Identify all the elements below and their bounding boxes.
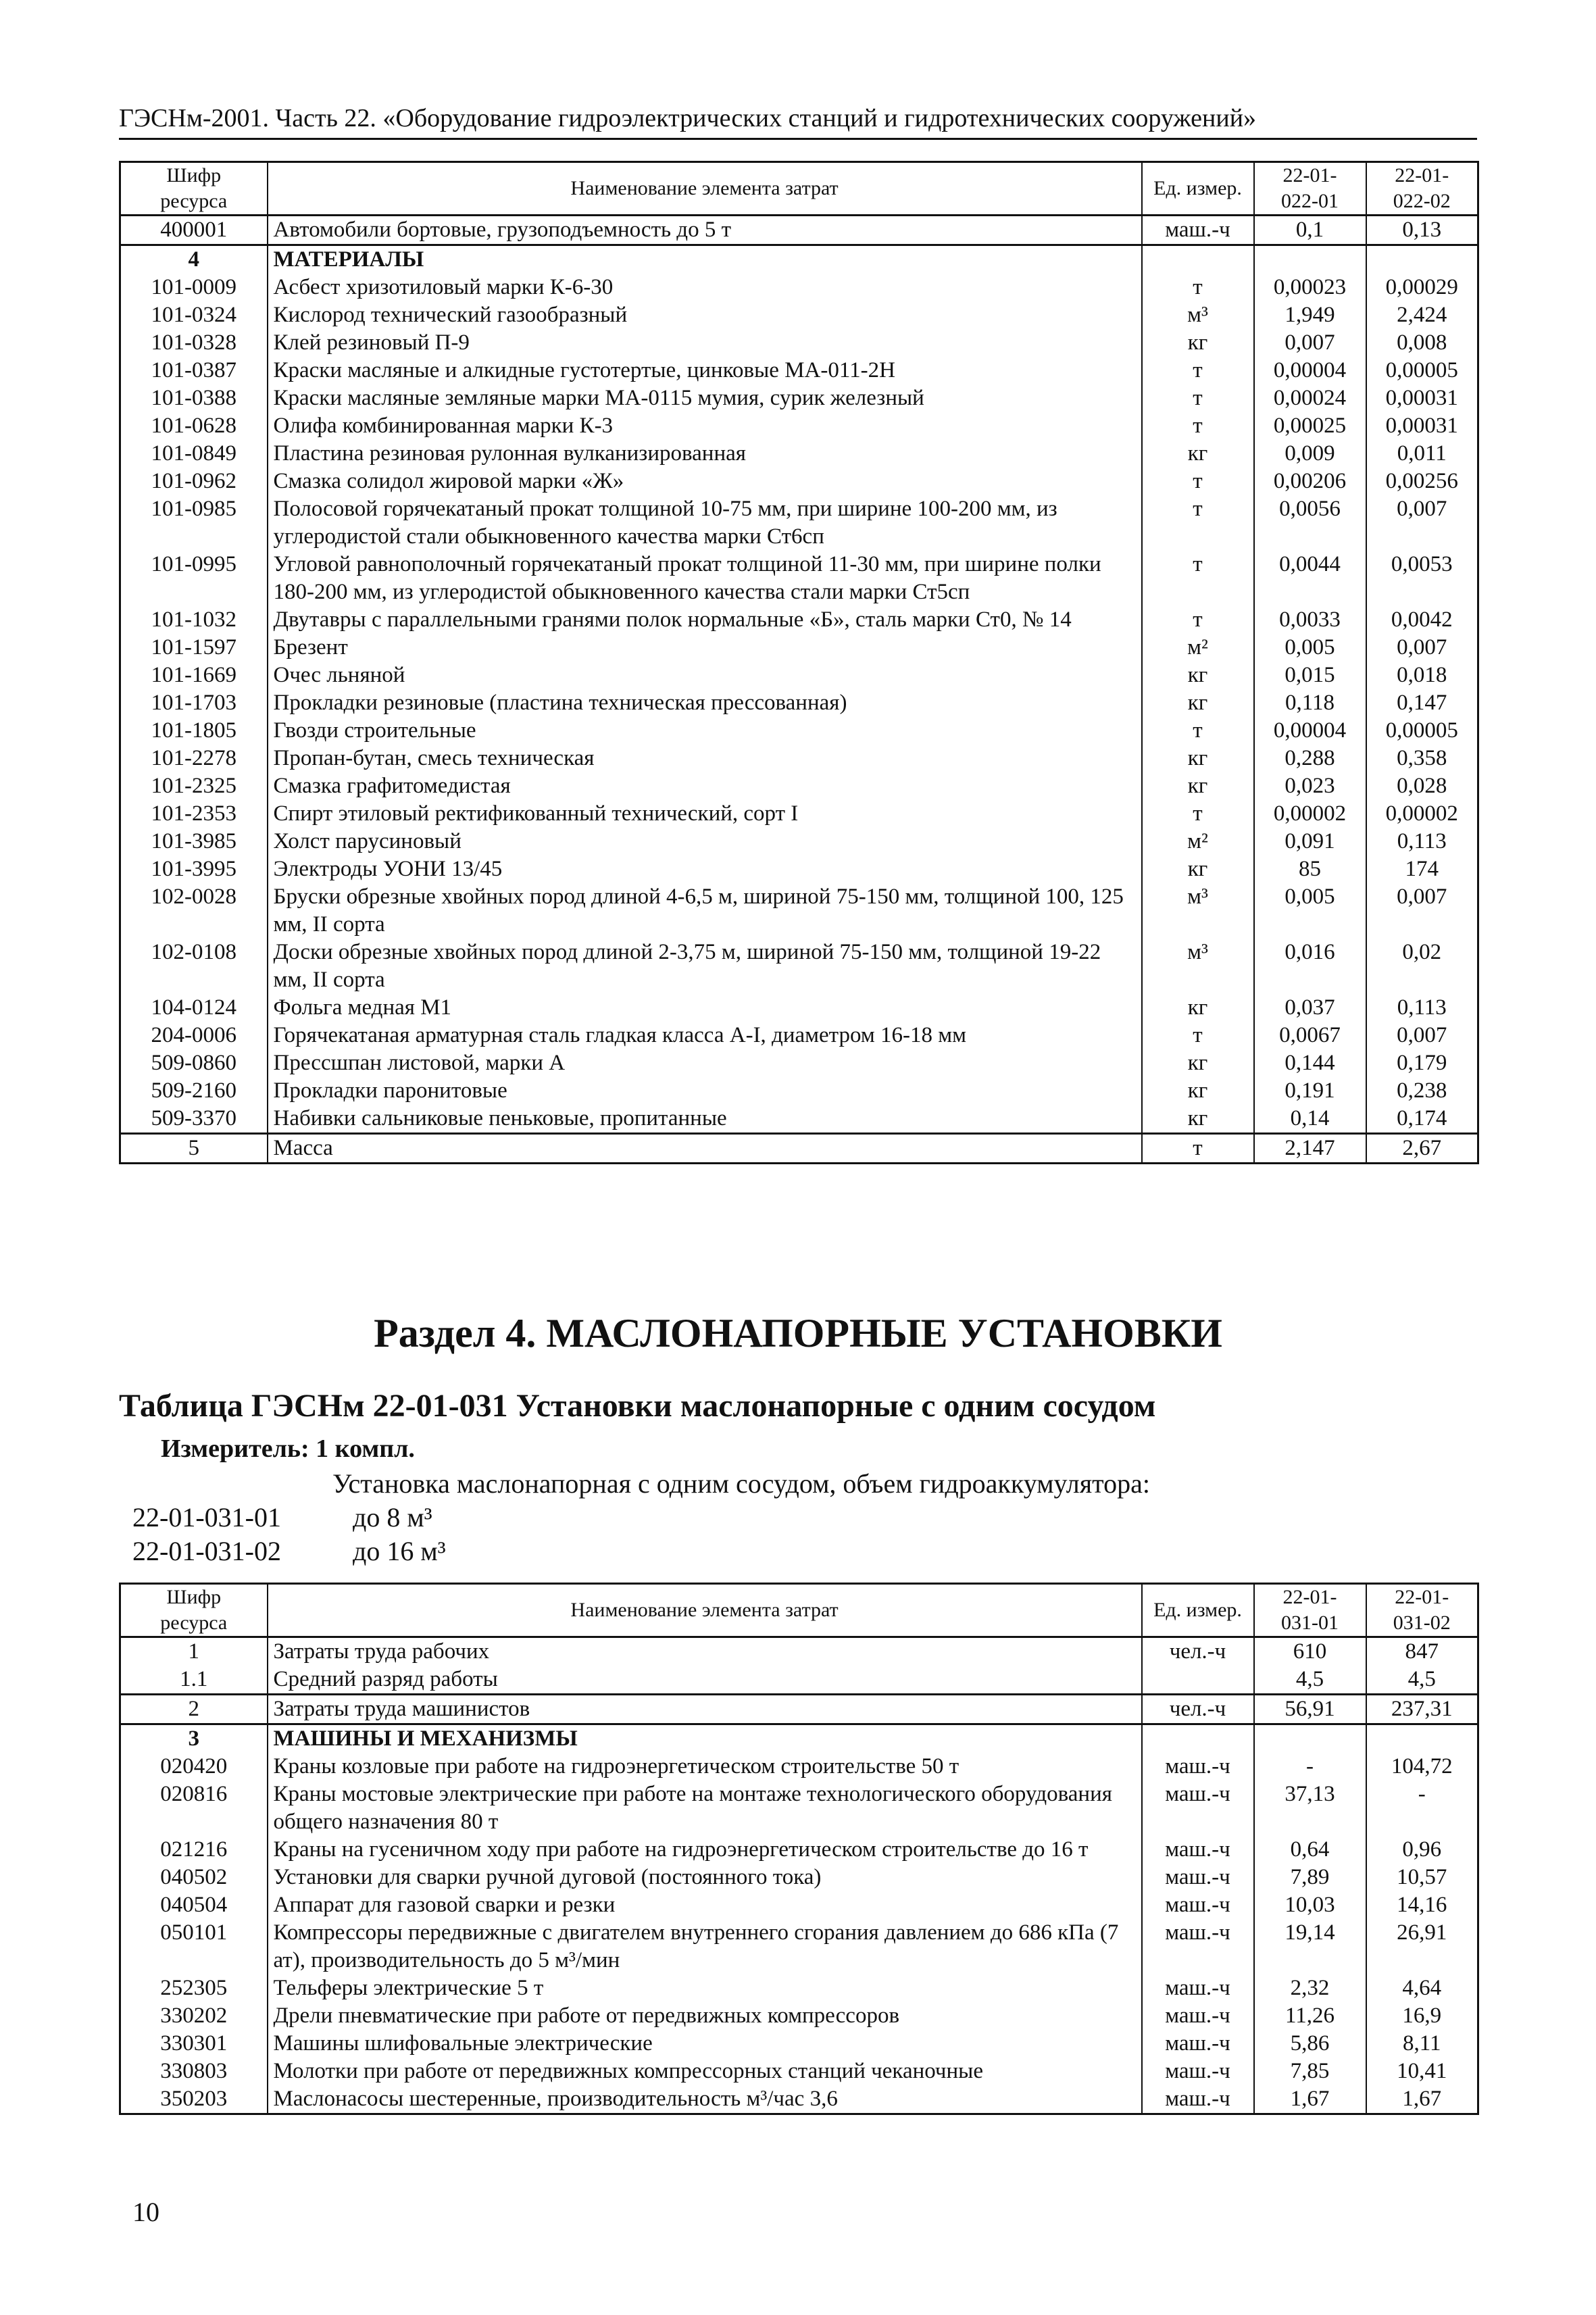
cell-value-2: -	[1366, 1781, 1478, 1836]
cell-value-1: 56,91	[1254, 1695, 1366, 1724]
cell-unit: чел.-ч	[1142, 1637, 1254, 1666]
cell-name: Тельферы электрические 5 т	[268, 1974, 1142, 2002]
cell-code: 101-1032	[120, 606, 268, 634]
cell-value-2: 0,113	[1366, 994, 1478, 1022]
cell-unit: т	[1142, 717, 1254, 745]
cell-code: 101-0849	[120, 440, 268, 468]
cell-unit: т	[1142, 495, 1254, 551]
cell-unit: маш.-ч	[1142, 2085, 1254, 2114]
cell-code: 050101	[120, 1919, 268, 1974]
cell-name: Полосовой горячекатаный прокат толщиной 10-75 мм, при ширине 100-200 мм, из углеродистой стали обыкновенного качества марки Ст6сп	[268, 495, 1142, 551]
table-row	[120, 495, 1478, 551]
table-row	[120, 245, 1478, 274]
cell-value-1: 37,13	[1254, 1781, 1366, 1836]
cell-value-1: 0,00004	[1254, 357, 1366, 384]
table-row	[120, 1695, 1478, 1724]
table-row	[120, 2030, 1478, 2058]
cell-code: 4	[120, 245, 268, 274]
table-row	[120, 2085, 1478, 2114]
table-row	[120, 468, 1478, 495]
cell-unit: кг	[1142, 440, 1254, 468]
cell-value-1: 0,016	[1254, 939, 1366, 994]
cell-code: 101-2278	[120, 745, 268, 772]
cell-value-2: 847	[1366, 1637, 1478, 1666]
column-header-variant-1: 22-01- 031-01	[1254, 1584, 1366, 1637]
cell-code: 101-0387	[120, 357, 268, 384]
cell-value-1: 0,0067	[1254, 1022, 1366, 1049]
cell-code: 101-0328	[120, 329, 268, 357]
cell-value-2: 0,007	[1366, 495, 1478, 551]
table-row	[120, 1134, 1478, 1164]
column-header-variant-2: 22-01- 022-02	[1366, 162, 1478, 216]
cell-value-1: 0,118	[1254, 689, 1366, 717]
cell-value-1: 7,85	[1254, 2058, 1366, 2085]
cell-unit: т	[1142, 1134, 1254, 1164]
cell-unit: маш.-ч	[1142, 1864, 1254, 1891]
table-row	[120, 412, 1478, 440]
cell-name: МАТЕРИАЛЫ	[268, 245, 1142, 274]
cell-value-2: 14,16	[1366, 1891, 1478, 1919]
table-body	[120, 1637, 1478, 2114]
cell-value-2: 0,018	[1366, 662, 1478, 689]
cell-unit: т	[1142, 800, 1254, 828]
cell-value-1: 0,023	[1254, 772, 1366, 800]
cell-value-1: 0,00004	[1254, 717, 1366, 745]
cell-name: Краны на гусеничном ходу при работе на гидроэнергетическом строительстве до 16 т	[268, 1836, 1142, 1864]
cell-name: Прокладки резиновые (пластина техническая прессованная)	[268, 689, 1142, 717]
cell-name: Смазка солидол жировой марки «Ж»	[268, 468, 1142, 495]
cell-unit: м³	[1142, 883, 1254, 939]
table-row	[120, 1753, 1478, 1781]
cell-unit: т	[1142, 551, 1254, 606]
cell-value-1: 0,00206	[1254, 468, 1366, 495]
cell-value-2: 2,67	[1366, 1134, 1478, 1164]
cell-name: Прокладки паронитовые	[268, 1077, 1142, 1105]
cell-value-1: 85	[1254, 855, 1366, 883]
cell-name: Автомобили бортовые, грузоподъемность до 5 т	[268, 216, 1142, 245]
cell-code: 330301	[120, 2030, 268, 2058]
cell-unit: т	[1142, 1022, 1254, 1049]
table-header-row	[120, 1584, 1478, 1637]
page-number: 10	[132, 2197, 159, 2227]
cell-code: 101-3985	[120, 828, 268, 855]
table-row	[120, 329, 1478, 357]
cell-code: 1	[120, 1637, 268, 1666]
table-title: Таблица ГЭСНм 22-01-031 Установки маслонапорные с одним сосудом	[119, 1388, 1156, 1424]
cell-value-2: 10,41	[1366, 2058, 1478, 2085]
cell-unit: маш.-ч	[1142, 1919, 1254, 1974]
cell-value-1: 2,147	[1254, 1134, 1366, 1164]
cell-value-2: 0,02	[1366, 939, 1478, 994]
cell-value-2	[1366, 1724, 1478, 1753]
cell-value-2: 0,00031	[1366, 384, 1478, 412]
table-row	[120, 357, 1478, 384]
cell-value-2: 0,007	[1366, 883, 1478, 939]
cell-value-1: 0,0044	[1254, 551, 1366, 606]
cell-unit: маш.-ч	[1142, 1781, 1254, 1836]
cell-value-2: 104,72	[1366, 1753, 1478, 1781]
cell-value-1: 0,288	[1254, 745, 1366, 772]
table-row	[120, 301, 1478, 329]
table-body	[120, 216, 1478, 1164]
cell-value-1: 0,00025	[1254, 412, 1366, 440]
column-header-name: Наименование элемента затрат	[268, 1584, 1142, 1637]
cell-value-2: 0,00029	[1366, 274, 1478, 301]
cell-value-2: 237,31	[1366, 1695, 1478, 1724]
cell-value-1: 1,949	[1254, 301, 1366, 329]
column-header-unit: Ед. измер.	[1142, 1584, 1254, 1637]
cell-value-1: 0,14	[1254, 1105, 1366, 1134]
cell-unit: кг	[1142, 689, 1254, 717]
cell-code: 101-3995	[120, 855, 268, 883]
cell-value-1: 0,091	[1254, 828, 1366, 855]
cell-unit: маш.-ч	[1142, 1891, 1254, 1919]
table-row	[120, 634, 1478, 662]
cell-code: 101-0388	[120, 384, 268, 412]
cell-code: 101-2353	[120, 800, 268, 828]
cell-code: 020816	[120, 1781, 268, 1836]
table-row	[120, 717, 1478, 745]
cell-unit: маш.-ч	[1142, 1836, 1254, 1864]
cell-code: 101-1597	[120, 634, 268, 662]
cell-unit: кг	[1142, 662, 1254, 689]
cell-name: Дрели пневматические при работе от передвижных компрессоров	[268, 2002, 1142, 2030]
cell-name: Затраты труда машинистов	[268, 1695, 1142, 1724]
cell-name: Маслонасосы шестеренные, производительность м³/час 3,6	[268, 2085, 1142, 2114]
cell-code: 400001	[120, 216, 268, 245]
cell-name: Двутавры с параллельными гранями полок нормальные «Б», сталь марки Ст0, № 14	[268, 606, 1142, 634]
cell-name: Угловой равнополочный горячекатаный прокат толщиной 11-30 мм, при ширине полки 180-200 мм, из углеродистой обыкновенного качества стали марки Ст5сп	[268, 551, 1142, 606]
cell-unit: т	[1142, 606, 1254, 634]
cell-name: Краски масляные земляные марки МА-0115 мумия, сурик железный	[268, 384, 1142, 412]
cell-unit	[1142, 1724, 1254, 1753]
cell-value-1: -	[1254, 1753, 1366, 1781]
table-row	[120, 1864, 1478, 1891]
cell-code: 509-0860	[120, 1049, 268, 1077]
cell-value-1: 19,14	[1254, 1919, 1366, 1974]
cell-name: Очес льняной	[268, 662, 1142, 689]
cell-value-2: 0,358	[1366, 745, 1478, 772]
cell-value-2: 0,13	[1366, 216, 1478, 245]
cell-value-1: 0,00002	[1254, 800, 1366, 828]
cell-value-1: 2,32	[1254, 1974, 1366, 2002]
table-row	[120, 1077, 1478, 1105]
cell-name: Краны козловые при работе на гидроэнергетическом строительстве 50 т	[268, 1753, 1142, 1781]
table-row	[120, 1666, 1478, 1695]
cell-value-2: 0,00002	[1366, 800, 1478, 828]
cell-value-2: 4,64	[1366, 1974, 1478, 2002]
cell-code: 330803	[120, 2058, 268, 2085]
cell-value-2: 0,147	[1366, 689, 1478, 717]
table-row	[120, 689, 1478, 717]
column-header-unit: Ед. измер.	[1142, 162, 1254, 216]
variant-label: до 16 м³	[353, 1536, 446, 1566]
cell-unit: кг	[1142, 772, 1254, 800]
cell-name: Средний разряд работы	[268, 1666, 1142, 1695]
cell-name: Фольга медная М1	[268, 994, 1142, 1022]
cell-unit: т	[1142, 357, 1254, 384]
cell-value-1: 7,89	[1254, 1864, 1366, 1891]
cell-value-1: 5,86	[1254, 2030, 1366, 2058]
table-row	[120, 1781, 1478, 1836]
table-row	[120, 1105, 1478, 1134]
cell-name: Доски обрезные хвойных пород длиной 2-3,75 м, шириной 75-150 мм, толщиной 19-22 мм, II сорта	[268, 939, 1142, 994]
table-row	[120, 2058, 1478, 2085]
cell-value-2: 8,11	[1366, 2030, 1478, 2058]
cell-value-1: 0,015	[1254, 662, 1366, 689]
table-row	[120, 772, 1478, 800]
cell-code: 102-0108	[120, 939, 268, 994]
cell-name: МАШИНЫ И МЕХАНИЗМЫ	[268, 1724, 1142, 1753]
variant-code: 22-01-031-01	[132, 1502, 281, 1533]
cell-value-1: 610	[1254, 1637, 1366, 1666]
table-row	[120, 800, 1478, 828]
table-row	[120, 1836, 1478, 1864]
table-row	[120, 274, 1478, 301]
cell-name: Гвозди строительные	[268, 717, 1142, 745]
cell-name: Краны мостовые электрические при работе на монтаже технологического оборудования общего назначения 80 т	[268, 1781, 1142, 1836]
cell-unit: кг	[1142, 994, 1254, 1022]
cell-name: Кислород технический газообразный	[268, 301, 1142, 329]
table-row	[120, 1724, 1478, 1753]
variant-line	[132, 1501, 432, 1534]
cell-code: 101-0985	[120, 495, 268, 551]
table-row	[120, 1049, 1478, 1077]
table-row	[120, 745, 1478, 772]
table-row	[120, 440, 1478, 468]
cell-code: 101-0009	[120, 274, 268, 301]
cell-code: 101-2325	[120, 772, 268, 800]
cell-value-2: 0,0042	[1366, 606, 1478, 634]
cell-unit: кг	[1142, 1049, 1254, 1077]
cell-unit: маш.-ч	[1142, 2030, 1254, 2058]
table-row	[120, 1891, 1478, 1919]
cell-unit: маш.-ч	[1142, 216, 1254, 245]
table-row	[120, 1919, 1478, 1974]
table-row	[120, 855, 1478, 883]
work-description: Установка маслонапорная с одним сосудом, объем гидроаккумулятора:	[332, 1468, 1150, 1499]
cell-value-2: 0,96	[1366, 1836, 1478, 1864]
cell-value-1: 11,26	[1254, 2002, 1366, 2030]
cell-value-2: 174	[1366, 855, 1478, 883]
cell-name: Спирт этиловый ректификованный технический, сорт I	[268, 800, 1142, 828]
cell-value-2: 4,5	[1366, 1666, 1478, 1695]
cell-unit: маш.-ч	[1142, 1974, 1254, 2002]
cell-code: 1.1	[120, 1666, 268, 1695]
table-row	[120, 606, 1478, 634]
cell-value-2: 0,179	[1366, 1049, 1478, 1077]
cell-name: Краски масляные и алкидные густотертые, цинковые МА-011-2Н	[268, 357, 1142, 384]
resource-table-22-01-022	[119, 161, 1479, 1164]
cell-value-2: 0,238	[1366, 1077, 1478, 1105]
cell-value-2: 16,9	[1366, 2002, 1478, 2030]
cell-value-1: 0,1	[1254, 216, 1366, 245]
table-row	[120, 1637, 1478, 1666]
cell-value-1: 10,03	[1254, 1891, 1366, 1919]
cell-value-2: 26,91	[1366, 1919, 1478, 1974]
column-header-variant-1: 22-01- 022-01	[1254, 162, 1366, 216]
table-row	[120, 828, 1478, 855]
cell-code: 020420	[120, 1753, 268, 1781]
cell-value-1: 0,144	[1254, 1049, 1366, 1077]
cell-value-1: 0,005	[1254, 883, 1366, 939]
cell-name: Смазка графитомедистая	[268, 772, 1142, 800]
cell-value-1: 0,191	[1254, 1077, 1366, 1105]
cell-code: 040502	[120, 1864, 268, 1891]
cell-unit: кг	[1142, 1077, 1254, 1105]
cell-code: 252305	[120, 1974, 268, 2002]
cell-value-2: 0,00031	[1366, 412, 1478, 440]
cell-code: 101-0324	[120, 301, 268, 329]
table-row	[120, 662, 1478, 689]
table-row	[120, 551, 1478, 606]
cell-value-2: 0,0053	[1366, 551, 1478, 606]
cell-code: 3	[120, 1724, 268, 1753]
cell-unit: т	[1142, 468, 1254, 495]
cell-value-1: 4,5	[1254, 1666, 1366, 1695]
resource-table-22-01-031	[119, 1583, 1479, 2115]
cell-value-1: 0,64	[1254, 1836, 1366, 1864]
column-header-name: Наименование элемента затрат	[268, 162, 1142, 216]
table-row	[120, 939, 1478, 994]
cell-unit: кг	[1142, 745, 1254, 772]
cell-name: Затраты труда рабочих	[268, 1637, 1142, 1666]
cell-name: Машины шлифовальные электрические	[268, 2030, 1142, 2058]
cell-code: 101-0628	[120, 412, 268, 440]
section-title: Раздел 4. МАСЛОНАПОРНЫЕ УСТАНОВКИ	[374, 1311, 1222, 1355]
cell-value-1: 0,00024	[1254, 384, 1366, 412]
cell-value-2: 0,174	[1366, 1105, 1478, 1134]
cell-code: 509-2160	[120, 1077, 268, 1105]
cell-name: Бруски обрезные хвойных пород длиной 4-6,5 м, шириной 75-150 мм, толщиной 100, 125 мм, II сорта	[268, 883, 1142, 939]
cell-unit: кг	[1142, 855, 1254, 883]
cell-name: Пропан-бутан, смесь техническая	[268, 745, 1142, 772]
cell-name: Олифа комбинированная марки К-3	[268, 412, 1142, 440]
cell-code: 101-0962	[120, 468, 268, 495]
cell-value-2: 0,008	[1366, 329, 1478, 357]
cell-unit: кг	[1142, 1105, 1254, 1134]
cell-value-2: 0,113	[1366, 828, 1478, 855]
cell-name: Пластина резиновая рулонная вулканизированная	[268, 440, 1142, 468]
cell-unit: т	[1142, 384, 1254, 412]
cell-value-1: 0,00023	[1254, 274, 1366, 301]
cell-code: 204-0006	[120, 1022, 268, 1049]
cell-value-1: 1,67	[1254, 2085, 1366, 2114]
cell-code: 101-1703	[120, 689, 268, 717]
cell-value-1: 0,005	[1254, 634, 1366, 662]
cell-unit: т	[1142, 412, 1254, 440]
cell-name: Прессшпан листовой, марки А	[268, 1049, 1142, 1077]
cell-unit: чел.-ч	[1142, 1695, 1254, 1724]
cell-unit	[1142, 245, 1254, 274]
cell-name: Холст парусиновый	[268, 828, 1142, 855]
table-row	[120, 384, 1478, 412]
cell-unit: м²	[1142, 828, 1254, 855]
table-row	[120, 1022, 1478, 1049]
cell-value-2: 0,00256	[1366, 468, 1478, 495]
cell-value-2: 0,007	[1366, 634, 1478, 662]
table-header-row	[120, 162, 1478, 216]
table-row	[120, 883, 1478, 939]
cell-code: 021216	[120, 1836, 268, 1864]
cell-value-1: 0,037	[1254, 994, 1366, 1022]
variant-line	[132, 1535, 446, 1568]
cell-name: Аппарат для газовой сварки и резки	[268, 1891, 1142, 1919]
cell-unit: маш.-ч	[1142, 1753, 1254, 1781]
cell-value-1	[1254, 245, 1366, 274]
cell-code: 102-0028	[120, 883, 268, 939]
cell-value-2: 10,57	[1366, 1864, 1478, 1891]
table-row	[120, 216, 1478, 245]
table-row	[120, 994, 1478, 1022]
cell-code: 5	[120, 1134, 268, 1164]
cell-name: Молотки при работе от передвижных компрессорных станций чеканочные	[268, 2058, 1142, 2085]
meter-label: Измеритель: 1 компл.	[161, 1435, 415, 1463]
cell-unit: м³	[1142, 301, 1254, 329]
cell-name: Масса	[268, 1134, 1142, 1164]
cell-unit: м³	[1142, 939, 1254, 994]
cell-unit: маш.-ч	[1142, 2058, 1254, 2085]
cell-value-2: 0,028	[1366, 772, 1478, 800]
cell-value-1	[1254, 1724, 1366, 1753]
cell-value-2	[1366, 245, 1478, 274]
column-header-code: Шифр ресурса	[120, 162, 268, 216]
cell-unit: т	[1142, 274, 1254, 301]
table-row	[120, 2002, 1478, 2030]
variant-label: до 8 м³	[353, 1502, 432, 1533]
cell-name: Горячекатаная арматурная сталь гладкая класса А-I, диаметром 16-18 мм	[268, 1022, 1142, 1049]
cell-code: 330202	[120, 2002, 268, 2030]
cell-code: 101-1805	[120, 717, 268, 745]
cell-unit: маш.-ч	[1142, 2002, 1254, 2030]
variant-code: 22-01-031-02	[132, 1536, 281, 1566]
cell-code: 2	[120, 1695, 268, 1724]
cell-name: Компрессоры передвижные с двигателем внутреннего сгорания давлением до 686 кПа (7 ат), производительность до 5 м³/мин	[268, 1919, 1142, 1974]
table-row	[120, 1974, 1478, 2002]
cell-name: Клей резиновый П-9	[268, 329, 1142, 357]
cell-code: 350203	[120, 2085, 268, 2114]
cell-value-1: 0,009	[1254, 440, 1366, 468]
cell-name: Набивки сальниковые пеньковые, пропитанные	[268, 1105, 1142, 1134]
cell-value-1: 0,007	[1254, 329, 1366, 357]
column-header-variant-2: 22-01- 031-02	[1366, 1584, 1478, 1637]
cell-name: Электроды УОНИ 13/45	[268, 855, 1142, 883]
cell-name: Установки для сварки ручной дуговой (постоянного тока)	[268, 1864, 1142, 1891]
cell-code: 104-0124	[120, 994, 268, 1022]
cell-value-2: 0,011	[1366, 440, 1478, 468]
cell-value-1: 0,0033	[1254, 606, 1366, 634]
cell-value-2: 0,00005	[1366, 717, 1478, 745]
cell-name: Асбест хризотиловый марки К-6-30	[268, 274, 1142, 301]
cell-code: 101-1669	[120, 662, 268, 689]
cell-unit: кг	[1142, 329, 1254, 357]
cell-code: 509-3370	[120, 1105, 268, 1134]
cell-value-2: 1,67	[1366, 2085, 1478, 2114]
cell-unit	[1142, 1666, 1254, 1695]
cell-value-2: 0,007	[1366, 1022, 1478, 1049]
cell-value-2: 2,424	[1366, 301, 1478, 329]
cell-unit: м²	[1142, 634, 1254, 662]
cell-name: Брезент	[268, 634, 1142, 662]
running-header: ГЭСНм-2001. Часть 22. «Оборудование гидроэлектрических станций и гидротехнических сооружений»	[119, 101, 1477, 140]
cell-value-2: 0,00005	[1366, 357, 1478, 384]
cell-code: 101-0995	[120, 551, 268, 606]
column-header-code: Шифр ресурса	[120, 1584, 268, 1637]
cell-code: 040504	[120, 1891, 268, 1919]
cell-value-1: 0,0056	[1254, 495, 1366, 551]
